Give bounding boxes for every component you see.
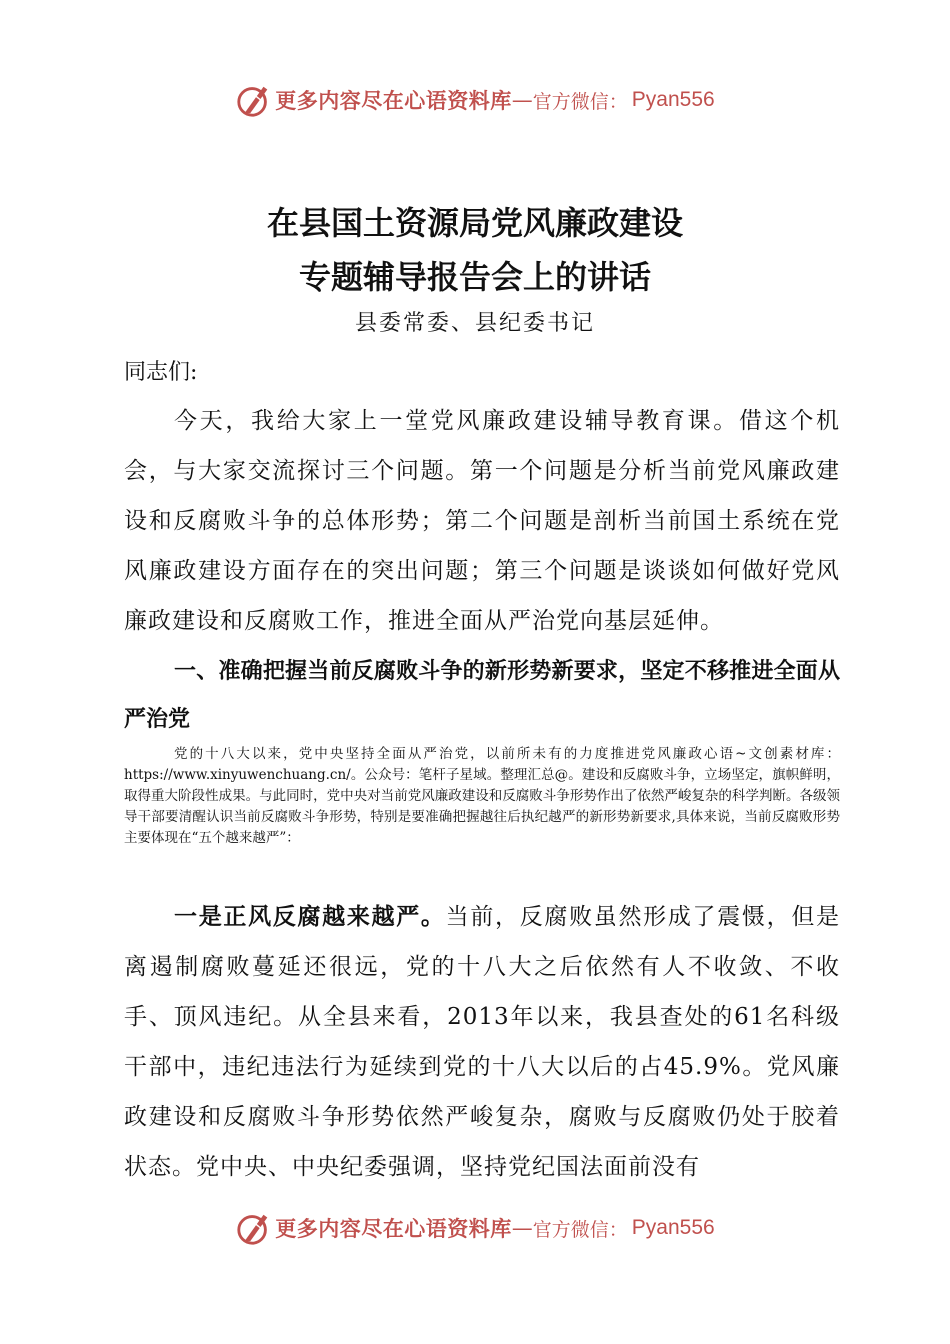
banner-wechat-id: Pyan556 — [631, 88, 715, 111]
footer-main-text: 更多内容尽在心语资料库 — [275, 1217, 512, 1241]
banner-main-text: 更多内容尽在心语资料库 — [275, 89, 512, 113]
banner-dash: — — [511, 88, 533, 112]
quill-icon — [235, 81, 273, 119]
document-title-line1: 在县国土资源局党风廉政建设 — [266, 204, 683, 242]
greeting: 同志们: — [124, 360, 198, 385]
paragraph-2 — [124, 892, 840, 1192]
document-title-line2: 专题辅导报告会上的讲话 — [298, 258, 651, 296]
author-line: 县委常委、县纪委书记 — [354, 311, 595, 336]
quill-icon — [235, 1209, 273, 1247]
intro-paragraph: 今天，我给大家上一堂党风廉政建设辅导教育课。借这个机会，与大家交流探讨三个问题。第一个问题是分析当前党风廉政建设和反腐败斗争的总体形势；第二个问题是剖析当前国土系统在党风廉政建设方面存在的突出问题；第三个问题是谈谈如何做好党风廉政建设和反腐败工作，推进全面从严治党向基层延伸。 — [124, 408, 840, 634]
section-heading-1: 一、准确把握当前反腐败斗争的新形势新要求，坚定不移推进全面从严治党 — [124, 659, 840, 732]
footer-banner — [0, 1206, 950, 1250]
paragraph-2-lead: 一是正风反腐越来越严。 — [174, 903, 446, 930]
small-paragraph: 党的十八大以来，党中央坚持全面从严治党，以前所未有的力度推进党风廉政心语~文创素材库：https://www.xinyuwenchuang.cn/。公众号：笔杆子星域。整理汇总@。建设和反腐败斗争，立场坚定，旗帜鲜明，取得重大阶段性成果。与此同时，党中央对当前党风廉政建设和反腐败斗争形势作出了依然严峻复杂的科学判断。各级领导干部要清醒认识当前反腐败斗争形势，特别是要准确把握越往后执纪越严的新形势新要求,具体来说，当前反腐败形势主要体现在“五个越来越严”： — [124, 746, 840, 846]
footer-dash: — — [511, 1216, 533, 1240]
footer-wechat-id: Pyan556 — [631, 1216, 715, 1239]
header-banner — [0, 78, 950, 122]
banner-sub-text: 官方微信： — [532, 90, 628, 113]
paragraph-2-text: 当前，反腐败虽然形成了震慑，但是离遏制腐败蔓延还很远，党的十八大之后依然有人不收敛、不收手、顶风违纪。从全县来看，2013年以来，我县查处的61名科级干部中，违纪违法行为延续到党的十八大以后的占45.9%。党风廉政建设和反腐败斗争形势依然严峻复杂，腐败与反腐败仍处于胶着状态。党中央、中央纪委强调，坚持党纪国法面前没有 — [124, 904, 841, 1180]
footer-sub-text: 官方微信： — [532, 1218, 628, 1241]
